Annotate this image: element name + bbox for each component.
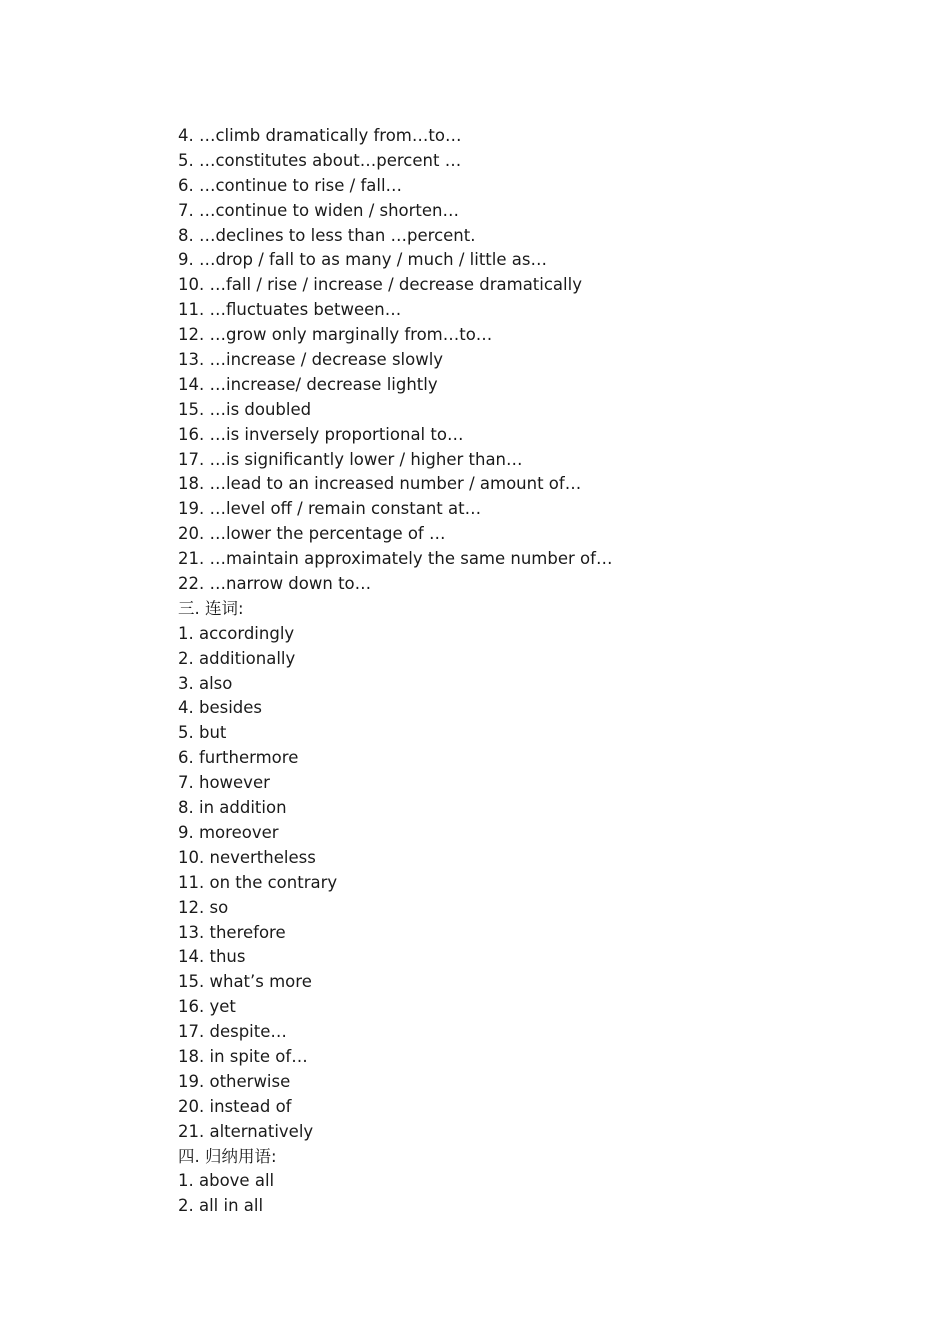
list-item: 20. instead of bbox=[178, 1096, 292, 1116]
list-item: 9. moreover bbox=[178, 822, 279, 842]
list-item: 17. despite… bbox=[178, 1022, 287, 1042]
list-item: 2. additionally bbox=[178, 648, 296, 668]
section-heading: 四. 归纳用语: bbox=[178, 1146, 277, 1166]
list-item: 7. …continue to widen / shorten… bbox=[178, 200, 460, 220]
list-item: 2. all in all bbox=[178, 1196, 264, 1216]
list-item: 12. so bbox=[178, 897, 229, 917]
list-item: 10. …fall / rise / increase / decrease dramatically bbox=[178, 275, 582, 295]
list-item: 15. …is doubled bbox=[178, 399, 312, 419]
list-item: 6. …continue to rise / fall… bbox=[178, 175, 403, 195]
list-item: 18. …lead to an increased number / amount of… bbox=[178, 474, 582, 494]
list-item: 4. besides bbox=[178, 698, 263, 718]
list-item: 5. …constitutes about…percent … bbox=[178, 150, 462, 170]
list-item: 1. above all bbox=[178, 1171, 275, 1191]
list-item: 17. …is significantly lower / higher than… bbox=[178, 449, 523, 469]
list-item: 3. also bbox=[178, 673, 233, 693]
list-item: 8. …declines to less than …percent. bbox=[178, 225, 476, 245]
list-item: 21. …maintain approximately the same number of… bbox=[178, 549, 613, 569]
list-item: 19. …level off / remain constant at… bbox=[178, 499, 482, 519]
list-item: 18. in spite of… bbox=[178, 1046, 308, 1066]
list-item: 13. therefore bbox=[178, 922, 286, 942]
section-heading: 三. 连词: bbox=[178, 598, 244, 618]
list-item: 22. …narrow down to… bbox=[178, 574, 372, 594]
list-item: 10. nevertheless bbox=[178, 847, 316, 867]
list-item: 14. …increase/ decrease lightly bbox=[178, 374, 438, 394]
list-item: 16. yet bbox=[178, 997, 236, 1017]
list-item: 4. …climb dramatically from…to… bbox=[178, 126, 462, 145]
list-item: 12. …grow only marginally from…to… bbox=[178, 325, 493, 345]
list-item: 14. thus bbox=[178, 947, 246, 967]
list-item: 13. …increase / decrease slowly bbox=[178, 350, 444, 370]
list-item: 9. …drop / fall to as many / much / little as… bbox=[178, 250, 547, 270]
list-item: 5. but bbox=[178, 723, 227, 743]
list-item: 21. alternatively bbox=[178, 1121, 314, 1141]
list-item: 7. however bbox=[178, 773, 270, 793]
list-item: 11. …fluctuates between… bbox=[178, 300, 402, 320]
list-item: 19. otherwise bbox=[178, 1071, 291, 1091]
list-item: 6. furthermore bbox=[178, 748, 299, 768]
document-text-block bbox=[178, 124, 878, 1219]
list-item: 11. on the contrary bbox=[178, 872, 338, 892]
list-item: 15. what’s more bbox=[178, 972, 312, 992]
list-item: 20. …lower the percentage of … bbox=[178, 524, 446, 544]
list-item: 1. accordingly bbox=[178, 623, 295, 643]
list-item: 8. in addition bbox=[178, 798, 287, 818]
list-item: 16. …is inversely proportional to… bbox=[178, 424, 464, 444]
